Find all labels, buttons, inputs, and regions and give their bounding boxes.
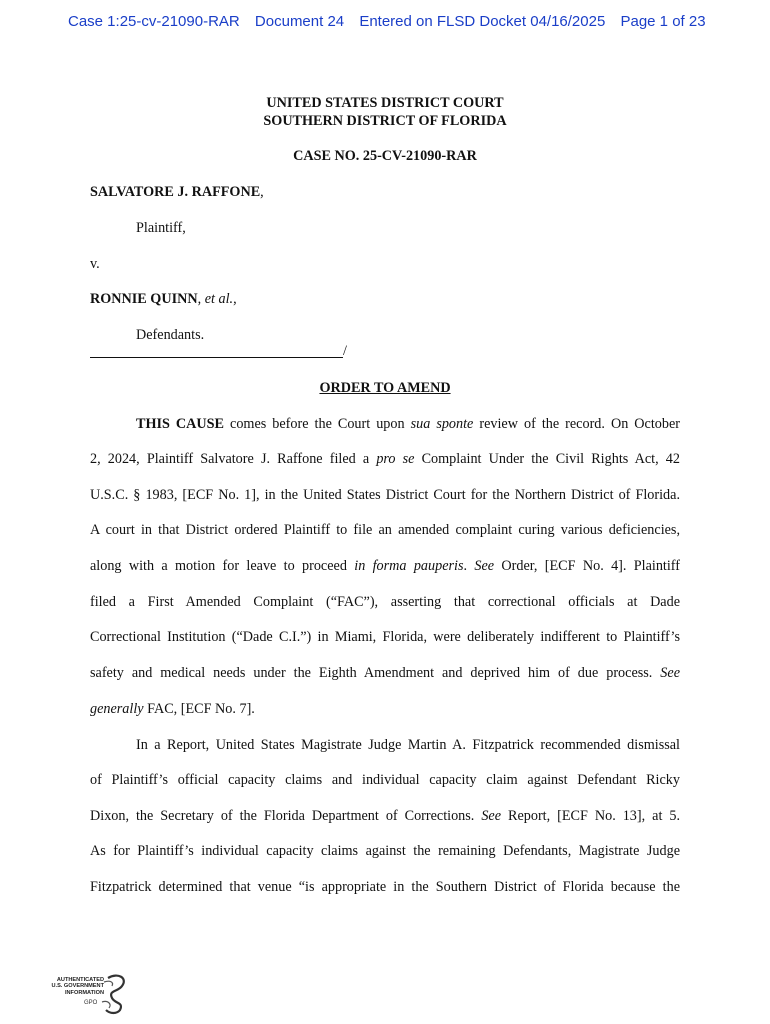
docket-header [68, 13, 717, 30]
gpo-label: GPO [84, 1000, 98, 1006]
p1-line9: generally FAC, [ECF No. 7]. [90, 701, 255, 717]
gpo-authentication-seal [42, 972, 132, 1018]
p1-line1: THIS CAUSE comes before the Court upon sua sponte review of the record. On October [136, 416, 680, 432]
order-title: ORDER TO AMEND [319, 380, 451, 396]
plaintiff-line: SALVATORE J. RAFFONE, [90, 184, 264, 200]
page-number: Page 1 of 23 [620, 13, 706, 30]
p1-line5: along with a motion for leave to proceed in forma pauperis. See Order, [ECF No. 4]. Plaintiff [90, 558, 680, 574]
p1-line8: safety and medical needs under the Eighth Amendment and deprived him of due process. See [90, 665, 680, 681]
document-number: Document 24 [254, 13, 345, 30]
p1-line4: A court in that District ordered Plaintiff to file an amended complaint curing various deficiencies, [90, 522, 680, 538]
defendant-line: RONNIE QUINN, et al., [90, 291, 237, 307]
p2-line2: of Plaintiff’s official capacity claims and individual capacity claim against Defendant Ricky [90, 772, 680, 788]
plaintiff-name: SALVATORE J. RAFFONE [90, 184, 261, 200]
plaintiff-role: Plaintiff, [136, 220, 186, 236]
court-district: SOUTHERN DISTRICT OF FLORIDA [263, 113, 507, 129]
eagle-icon [100, 972, 130, 1016]
case-number-header: Case 1:25-cv-21090-RAR [68, 13, 240, 30]
defendant-name: RONNIE QUINN [90, 291, 198, 307]
p1-line6: filed a First Amended Complaint (“FAC”), asserting that correctional officials at Dade [90, 594, 680, 610]
p2-line5: Fitzpatrick determined that venue “is appropriate in the Southern District of Florida because the [90, 879, 680, 895]
seal-text: AUTHENTICATED U.S. GOVERNMENT INFORMATION [51, 977, 104, 996]
p1-line2: 2, 2024, Plaintiff Salvatore J. Raffone filed a pro se Complaint Under the Civil Rights Act, 42 [90, 451, 680, 467]
court-name: UNITED STATES DISTRICT COURT [266, 95, 504, 111]
p2-line4: As for Plaintiff’s individual capacity claims against the remaining Defendants, Magistrate Judge [90, 843, 680, 859]
caption-rule [90, 357, 343, 358]
p2-line1: In a Report, United States Magistrate Judge Martin A. Fitzpatrick recommended dismissal [136, 737, 680, 753]
defendant-role: Defendants. [136, 327, 205, 343]
versus: v. [90, 256, 100, 272]
p1-line3: U.S.C. § 1983, [ECF No. 1], in the United States District Court for the Northern District of Florida. [90, 487, 680, 503]
p1-line7: Correctional Institution (“Dade C.I.”) in Miami, Florida, were deliberately indifferent to Plaintiff’s [90, 629, 680, 645]
caption-slash: / [343, 343, 347, 359]
entered-date: Entered on FLSD Docket 04/16/2025 [359, 13, 606, 30]
case-number: CASE NO. 25-CV-21090-RAR [293, 148, 477, 164]
p2-line3: Dixon, the Secretary of the Florida Department of Corrections. See Report, [ECF No. 13], at 5. [90, 808, 680, 824]
